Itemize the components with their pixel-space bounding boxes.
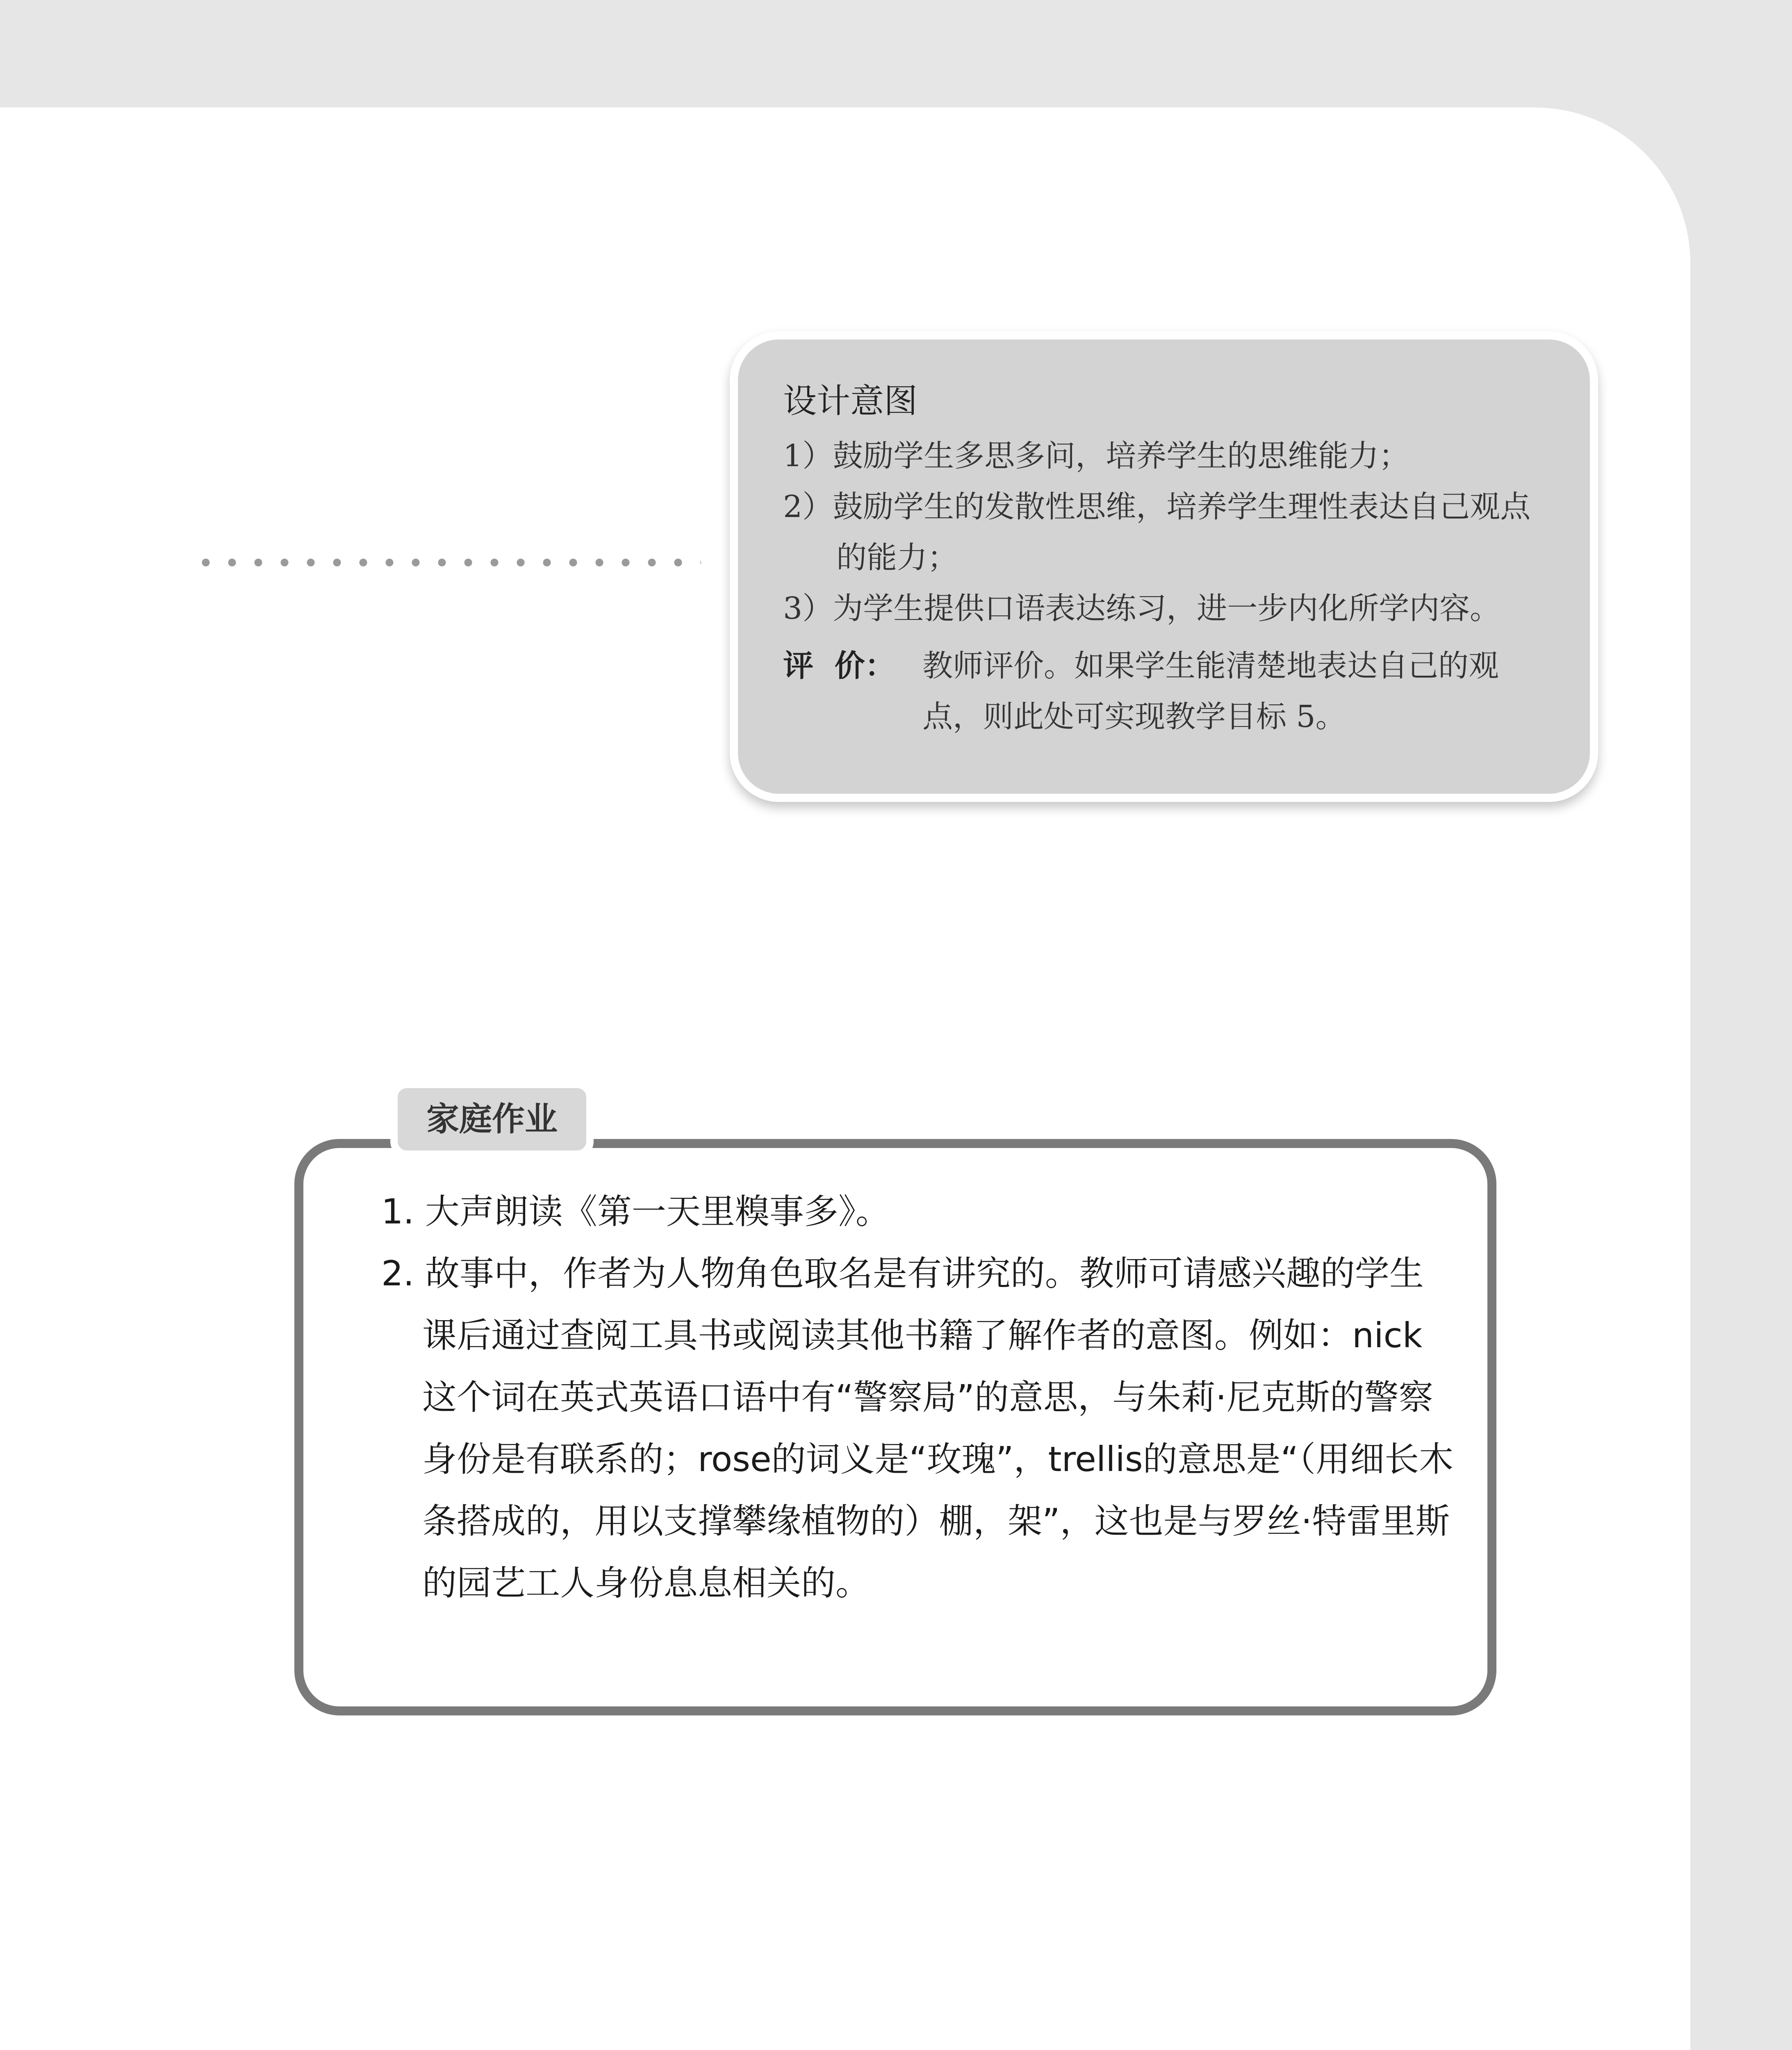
design-intent-item: 1）鼓励学生多思多问，培养学生的思维能力； [783,438,1409,474]
design-intent-item: 3）为学生提供口语表达练习，进一步内化所学内容。 [783,591,1501,626]
homework-item: 2. 故事中，作者为人物角色取名是有讲究的。教师可请感兴趣的学生课后通过查阅工具书或阅读其他书籍了解作者的意图。例如：nick这个词在英式英语口语中有“警察局”的意思，与朱莉·尼克斯的警察身份是有联系的；rose的词义是“玫瑰”，trellis的意思是“（用细长木条搭成的，用以支撑攀缘植物的）棚，架”，这也是与罗丝·特雷里斯的园艺工人身份息息相关的。 [381,1253,1454,1603]
design-intent-item: 2）鼓励学生的发散性思维，培养学生理性表达自己观点的能力； [783,489,1531,575]
homework-list [381,1181,1455,1614]
homework-title: 家庭作业 [390,1081,594,1158]
evaluation-row [783,640,1551,742]
design-intent-title: 设计意图 [783,382,918,421]
design-intent-panel [738,339,1590,794]
dotted-leader [193,558,701,567]
design-intent-box [730,331,1598,802]
evaluation-label: 评 价： [783,648,895,683]
evaluation-text: 教师评价。如果学生能清楚地表达自己的观点，则此处可实现教学目标 5。 [922,648,1499,734]
homework-item: 1. 大声朗读《第一天里糗事多》。 [381,1191,890,1232]
